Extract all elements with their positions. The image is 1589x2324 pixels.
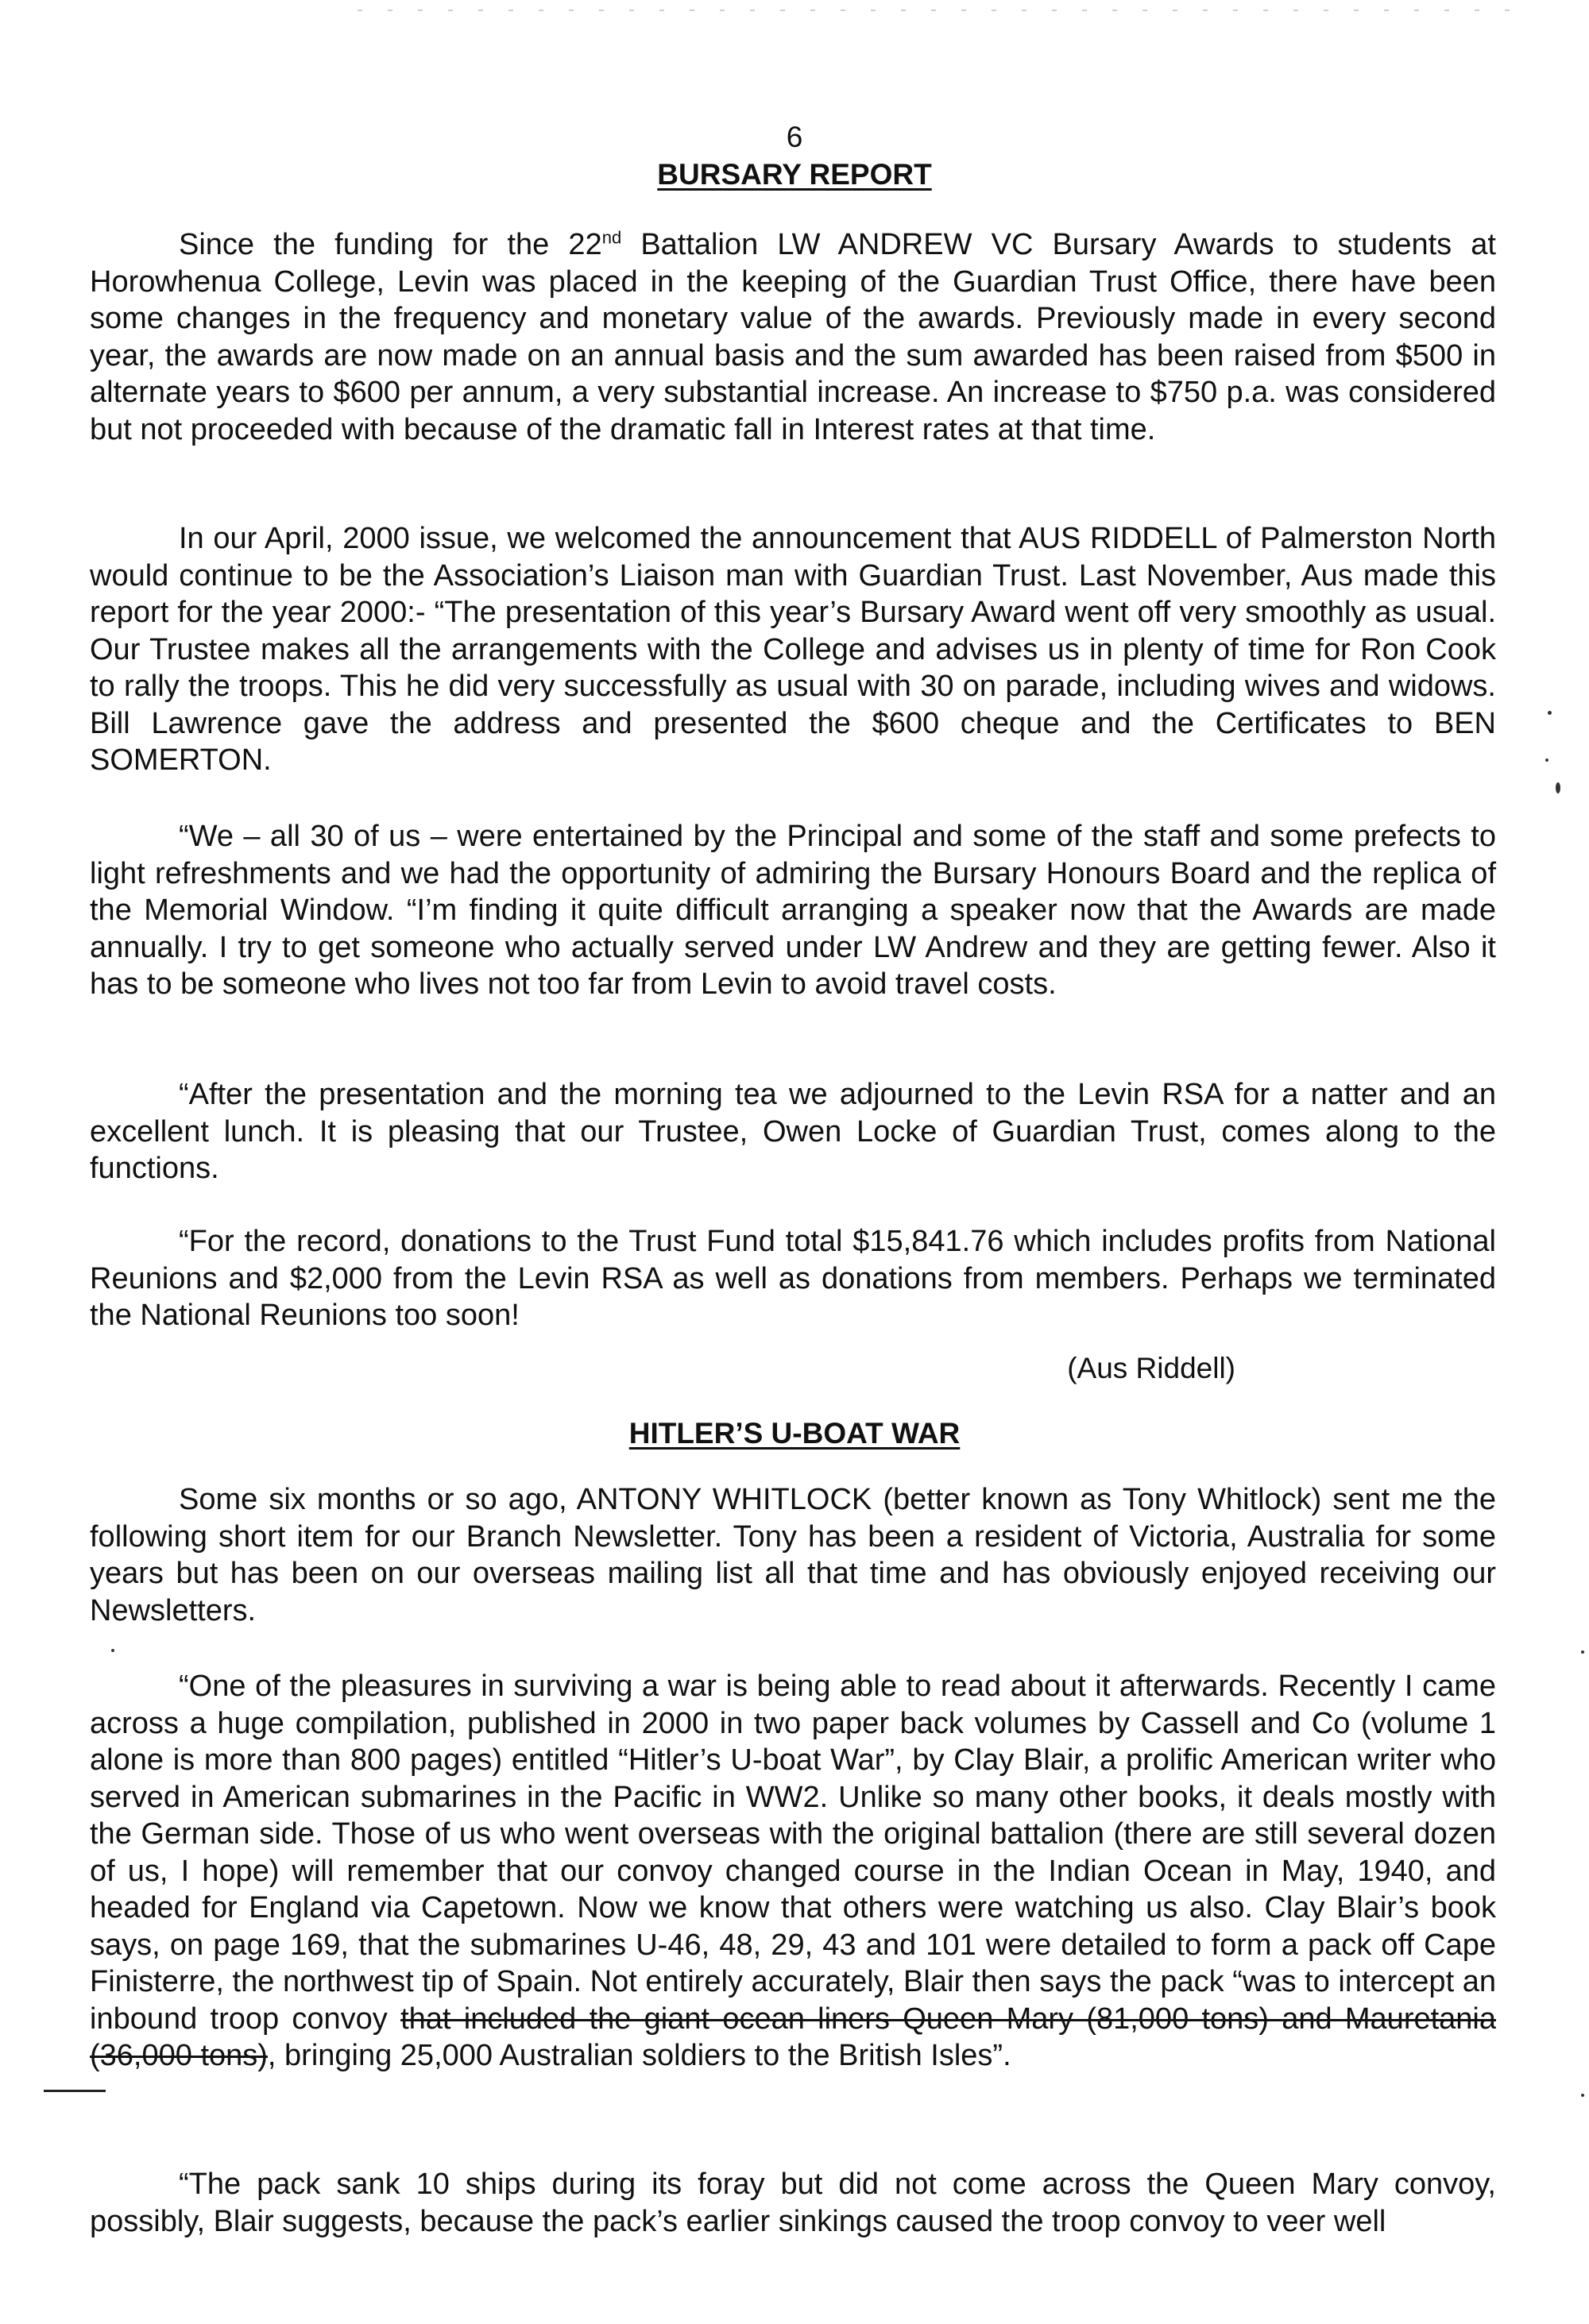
uboat-paragraph-2-ending: , bringing 25,000 Australian soldiers to the British Isles”. [267,2039,1011,2072]
scan-speck [1556,782,1560,793]
bursary-paragraph-1-text-b: Battalion LW ANDREW VC Bursary Awards to students at Horowhenua College, Levin was placed in the keeping of the Guardian Trust Office, there have been some changes in the frequency and monetary value of the awards. Previously made in every second year, the awards are now made on an annual basis and the sum awarded has been raised from $500 in alternate years to $600 per annum, a very substantial increase. An increase to $750 p.a. was considered but not proceeded with because of the dramatic fall in Interest rates at that time. [90,228,1496,446]
uboat-paragraph-2-text: “One of the pleasures in surviving a war is being able to read about it afterwards. Recently I came across a huge compilation, published in 2000 in two paper back volumes by Cassell and Co (volume 1 alone is more than 800 pages) entitled “Hitler’s U-boat War”, by Clay Blair, a prolific American writer who served in American submarines in the Pacific in WW2. Unlike so many other books, it deals mostly with the German side. Those of us who went overseas with the original battalion (there are still several dozen of us, I hope) will remember that our convoy changed course in the Indian Ocean in May, 1940, and headed for England via Capetown. Now we know that others were watching us also. Clay Blair’s book says, on page 169, that the submarines U-46, 48, 29, 43 and 101 were detailed to form a pack off Cape Finisterre, the northwest tip of Spain. Not entirely accurately, Blair then says the pack “was to intercept an inbound troop convoy [90,1670,1496,2036]
scan-speck [1548,711,1552,715]
margin-strike-line [44,2090,106,2092]
page-number: 6 [786,121,803,153]
uboat-paragraph-3: “The pack sank 10 ships during its foray but did not come across the Queen Mary convoy, possibly, Blair suggests, because the pack’s earlier sinkings caused the troop convoy to veer well [90,2168,1496,2238]
scan-speck [1581,1650,1584,1654]
uboat-paragraph-1: Some six months or so ago, ANTONY WHITLOCK (better known as Tony Whitlock) sent me the following short item for our Branch Newsletter. Tony has been a resident of Victoria, Australia for some years but has been on our overseas mailing list all that time and has obviously enjoyed receiving our Newsletters. [90,1483,1496,1627]
bursary-paragraph-2: In our April, 2000 issue, we welcomed the announcement that AUS RIDDELL of Palmerston North would continue to be the Association’s Liaison man with Guardian Trust. Last November, Aus made this report for the year 2000:- “The presentation of this year’s Bursary Award went off very smoothly as usual. Our Trustee makes all the arrangements with the College and advises us in plenty of time for Ron Cook to rally the troops. This he did very successfully as usual with 30 on parade, including wives and widows. Bill Lawrence gave the address and presented the $600 cheque and the Certificates to BEN SOMERTON. [90,522,1496,777]
scan-speck [111,1649,114,1652]
bursary-paragraph-4: “After the presentation and the morning tea we adjourned to the Levin RSA for a natter and an excellent lunch. It is pleasing that our Trustee, Owen Locke of Guardian Trust, comes along to the functions. [90,1078,1496,1185]
bursary-paragraph-1 [90,226,1496,448]
attribution: (Aus Riddell) [1067,1352,1235,1384]
bursary-report-heading: BURSARY REPORT [657,158,932,191]
scan-speck [1581,2094,1584,2097]
bursary-paragraph-3: “We – all 30 of us – were entertained by the Principal and some of the staff and some prefects to light refreshments and we had the opportunity of admiring the Bursary Honours Board and the replica of the Memorial Window. “I’m finding it quite difficult arranging a speaker now that the Awards are made annually. I try to get someone who actually served under LW Andrew and they are getting fewer. Also it has to be someone who lives not too far from Levin to avoid travel costs. [90,820,1496,1001]
scan-speck [1545,759,1548,762]
uboat-paragraph-2 [90,1668,1496,2075]
bursary-paragraph-1-text-a: Since the funding for the 22 [179,228,602,261]
uboat-war-heading: HITLER’S U-BOAT WAR [628,1417,961,1450]
scan-edge-noise [358,10,1510,11]
bursary-paragraph-5: “For the record, donations to the Trust Fund total $15,841.76 which includes profits from National Reunions and $2,000 from the Levin RSA as well as donations from members. Perhaps we terminated the National Reunions too soon! [90,1225,1496,1332]
struck-through-text: that included the giant ocean liners Queen Mary (81,000 tons) and Mauretania (36,000 tons) [90,2002,1497,2072]
ordinal-superscript: nd [601,227,622,248]
